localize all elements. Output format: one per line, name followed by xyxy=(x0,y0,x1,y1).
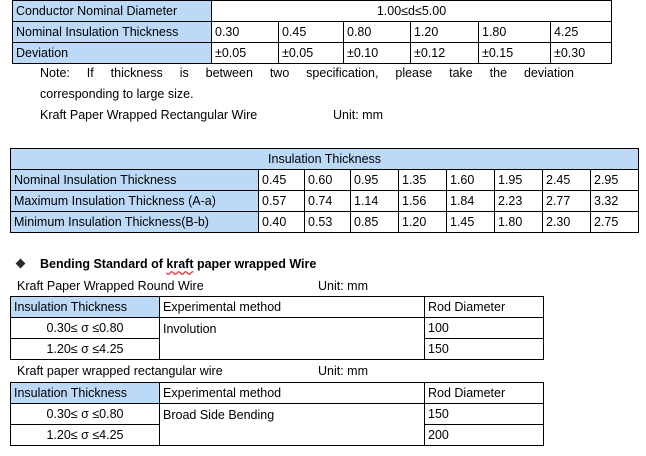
table-cell: 4.25 xyxy=(551,22,612,43)
rect-bending-title: Kraft paper wrapped rectangular wire xyxy=(17,364,223,378)
table-row xyxy=(11,383,544,404)
table-cell: 1.14 xyxy=(351,191,399,212)
bending-heading xyxy=(40,257,316,271)
table-cell: 1.80 xyxy=(479,22,551,43)
table-cell: ±0.10 xyxy=(344,43,411,64)
table-row xyxy=(11,191,639,212)
minimum-row-label: Minimum Insulation Thickness(B-b) xyxy=(11,212,259,233)
rod-diameter-cell: 200 xyxy=(425,425,544,446)
thickness-range-cell: 0.30≤ σ ≤0.80 xyxy=(11,318,160,339)
table-cell: ±0.30 xyxy=(551,43,612,64)
table-row xyxy=(11,318,544,339)
note-line-1: Note: If thickness is between two specification, please take the deviation xyxy=(40,66,574,80)
note-line-2: corresponding to large size. xyxy=(40,87,194,101)
table-cell: 2.95 xyxy=(591,170,639,191)
conductor-deviation-table xyxy=(12,0,612,64)
insulation-thickness-table xyxy=(10,148,639,233)
maximum-row-label: Maximum Insulation Thickness (A-a) xyxy=(11,191,259,212)
table-row xyxy=(11,404,544,425)
rect-bending-unit: Unit: mm xyxy=(318,364,368,378)
column-header: Rod Diameter xyxy=(425,297,544,318)
table-cell: 1.95 xyxy=(495,170,543,191)
bending-heading-pre: Bending Standard of xyxy=(40,257,167,271)
column-header: Experimental method xyxy=(160,297,425,318)
thickness-range-cell: 1.20≤ σ ≤4.25 xyxy=(11,339,160,360)
table-cell: 0.85 xyxy=(351,212,399,233)
table-cell: 1.45 xyxy=(447,212,495,233)
bending-heading-kraft: kraft xyxy=(166,257,194,271)
rod-diameter-cell: 150 xyxy=(425,339,544,360)
table-row xyxy=(13,22,612,43)
table-cell: 0.30 xyxy=(212,22,279,43)
column-header: Experimental method xyxy=(160,383,425,404)
nominal-thickness-label: Nominal Insulation Thickness xyxy=(13,22,212,43)
table-cell: ±0.05 xyxy=(279,43,344,64)
table-row xyxy=(13,1,612,22)
nominal-row-label: Nominal Insulation Thickness xyxy=(11,170,259,191)
table-cell: 0.95 xyxy=(351,170,399,191)
rect-wire-bending-table xyxy=(10,382,544,446)
method-cell: Involution xyxy=(160,318,425,360)
table-cell: 2.75 xyxy=(591,212,639,233)
conductor-diameter-label: Conductor Nominal Diameter xyxy=(13,1,212,22)
column-header: Rod Diameter xyxy=(425,383,544,404)
table-cell: ±0.05 xyxy=(212,43,279,64)
table-cell: 0.80 xyxy=(344,22,411,43)
table-cell: 1.80 xyxy=(495,212,543,233)
conductor-diameter-range: 1.00≤d≤5.00 xyxy=(212,1,612,22)
table-cell: 0.45 xyxy=(279,22,344,43)
diamond-bullet-icon xyxy=(16,259,26,269)
thickness-range-cell: 1.20≤ σ ≤4.25 xyxy=(11,425,160,446)
table-cell: 0.57 xyxy=(259,191,305,212)
table-cell: ±0.12 xyxy=(411,43,479,64)
table-cell: 0.40 xyxy=(259,212,305,233)
table-row xyxy=(11,149,639,170)
round-wire-title: Kraft Paper Wrapped Round Wire xyxy=(17,279,204,293)
rect-wire-title: Kraft Paper Wrapped Rectangular Wire xyxy=(40,108,258,122)
table-cell: 0.74 xyxy=(305,191,351,212)
table-row xyxy=(11,297,544,318)
table-cell: ±0.15 xyxy=(479,43,551,64)
table-cell: 1.56 xyxy=(399,191,447,212)
table-row xyxy=(11,170,639,191)
table-cell: 0.53 xyxy=(305,212,351,233)
table-cell: 1.84 xyxy=(447,191,495,212)
table-cell: 1.60 xyxy=(447,170,495,191)
round-wire-unit: Unit: mm xyxy=(318,279,368,293)
table-row xyxy=(13,43,612,64)
table-cell: 1.20 xyxy=(411,22,479,43)
table-cell: 2.23 xyxy=(495,191,543,212)
deviation-label: Deviation xyxy=(13,43,212,64)
table-cell: 1.20 xyxy=(399,212,447,233)
bending-heading-post: paper wrapped Wire xyxy=(193,257,317,271)
column-header: Insulation Thickness xyxy=(11,297,160,318)
rod-diameter-cell: 150 xyxy=(425,404,544,425)
table-cell: 0.60 xyxy=(305,170,351,191)
table-cell: 1.35 xyxy=(399,170,447,191)
table-row xyxy=(11,212,639,233)
table-cell: 2.45 xyxy=(543,170,591,191)
rect-wire-unit: Unit: mm xyxy=(333,108,383,122)
table-cell: 2.77 xyxy=(543,191,591,212)
table-cell: 0.45 xyxy=(259,170,305,191)
column-header: Insulation Thickness xyxy=(11,383,160,404)
table-cell: 3.32 xyxy=(591,191,639,212)
method-cell: Broad Side Bending xyxy=(160,404,425,446)
round-wire-bending-table xyxy=(10,296,544,360)
insulation-thickness-header: Insulation Thickness xyxy=(11,149,639,170)
table-cell: 2.30 xyxy=(543,212,591,233)
rod-diameter-cell: 100 xyxy=(425,318,544,339)
thickness-range-cell: 0.30≤ σ ≤0.80 xyxy=(11,404,160,425)
